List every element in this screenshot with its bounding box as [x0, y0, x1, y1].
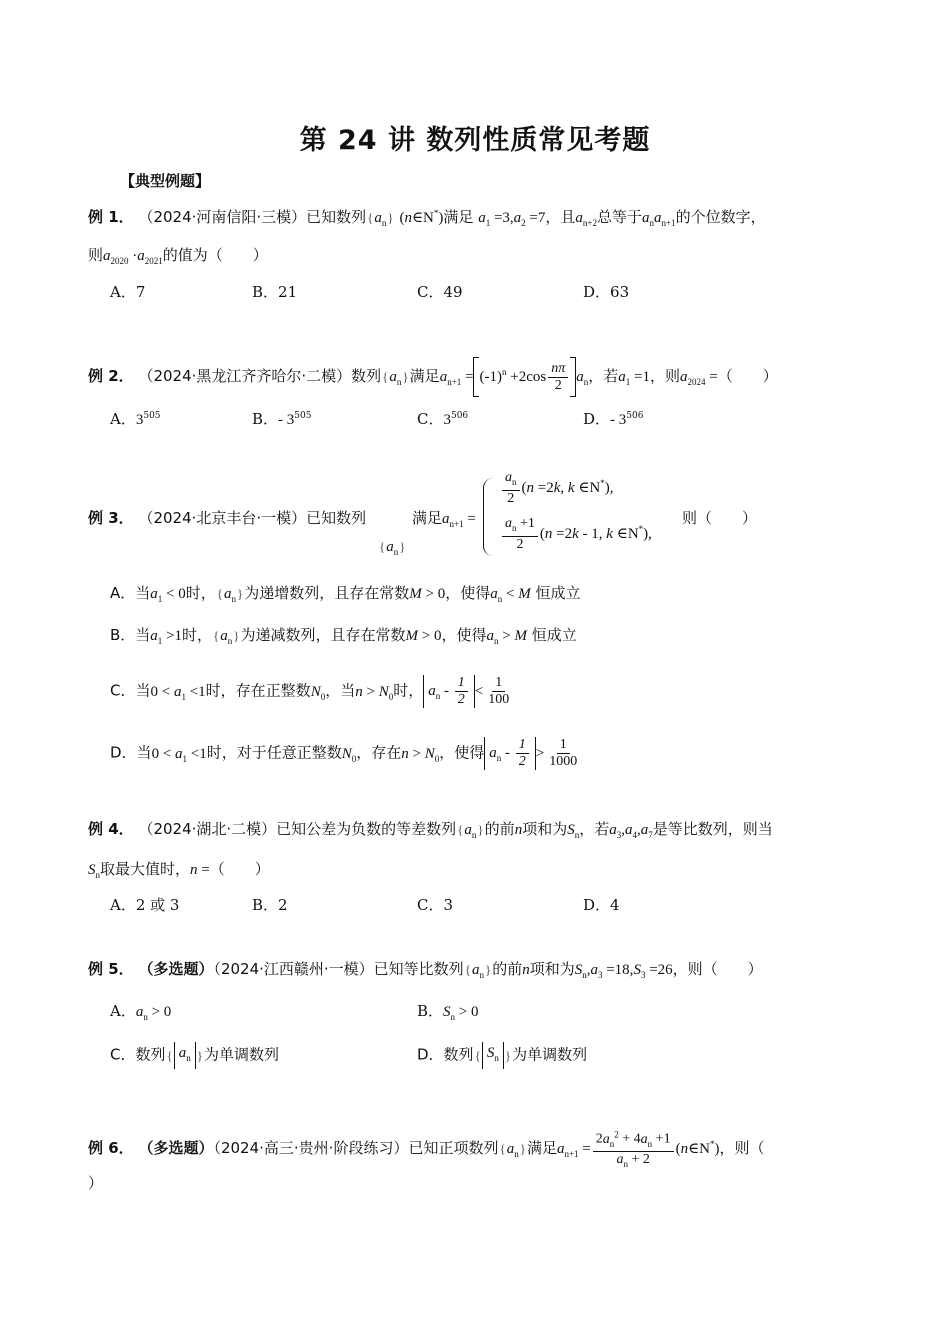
example-1-option-d: D．63 [583, 283, 630, 301]
example-3-condition: 满足$a_{n+1}$ = [412, 509, 476, 529]
example-4-line-2: $S_n$取最大值时，n =（ ） [88, 860, 270, 880]
example-4-option-c: C．3 [417, 896, 454, 914]
example-5-option-d: D．数列{ $S_n$ }为单调数列 [417, 1042, 587, 1069]
example-2-option-a: A．$3^{505}$ [110, 410, 161, 428]
example-1-line-1: 例 1． （2024·河南信阳·三模）已知数列$\{a_n\}$ (n∈N*)满足 $a_1 =3,a_2 =7$，且$a_{n+2}$总等于$a_na_{n+1}$的个位数字， [88, 208, 766, 228]
example-3-option-a: A．当$a_1 < 0$时，$\{a_n\}$为递增数列，且存在常数M > 0，使得$a_n < M$ 恒成立 [110, 584, 581, 604]
example-4-option-b: B．2 [252, 896, 288, 914]
example-2-option-d: D．- $3^{506}$ [583, 410, 644, 428]
example-3-seq-symbol: $\{a_n\}$ [379, 539, 406, 557]
example-4-label: 例 4． [88, 820, 134, 838]
example-3-option-c: C．当$0 < a_1 <1$时，存在正整数$N_0$，当$n > N_0$时， $a_n$ - $\frac{1}{2}$ < $\frac{1}{100}$ [110, 675, 510, 707]
example-5-option-a: A．$a_n > 0$ [110, 1002, 172, 1022]
example-5-label: 例 5． [88, 960, 134, 978]
example-1-line-2: 则$a_{2020} \cdot a_{2021}$的值为（ ） [88, 246, 268, 266]
piecewise-brace [483, 478, 494, 556]
example-3-label: 例 3． [88, 509, 134, 527]
piecewise-case-1: $\frac{a_n}{2}$ (n =2k, k ∈N*), [500, 470, 614, 507]
example-6-line-1: 例 6． （多选题）（2024·高三·贵州·阶段练习）已知正项数列$\{a_n\}$满足$a_{n+1}$ = $\frac{2a_n^2 + 4a_n +1}{a_n + 2}$ (n∈N*)，则（ [88, 1126, 765, 1172]
example-2-label: 例 2． [88, 367, 134, 385]
example-1-option-c: C．49 [417, 283, 463, 301]
example-4-option-a: A．2 或 3 [110, 896, 180, 914]
section-heading: 【典型例题】 [120, 172, 211, 190]
example-5-option-b: B．$S_n > 0$ [417, 1002, 479, 1022]
example-1-option-b: B．21 [252, 283, 298, 301]
example-3-option-b: B．当$a_1 >1$时，$\{a_n\}$为递减数列，且存在常数M > 0，使得$a_n > M$ 恒成立 [110, 626, 577, 646]
example-1-option-a: A．7 [110, 283, 146, 301]
example-6-label: 例 6． [88, 1139, 134, 1158]
example-4-line-1: 例 4． （2024·湖北·二模）已知公差为负数的等差数列$\{a_n\}$的前n项和为$S_n$，若$a_3,a_4,a_7$是等比数列，则当 [88, 820, 773, 840]
example-3-option-d: D．当$0 < a_1 <1$时，对于任意正整数$N_0$，存在$n > N_0$，使得 $a_n$ - $\frac{1}{2}$ > $\frac{1}{1000}$ [110, 737, 578, 769]
example-4-option-d: D．4 [583, 896, 620, 914]
example-5-option-c: C．数列{ $a_n$ }为单调数列 [110, 1042, 279, 1069]
example-3-then: 则（ ） [682, 509, 758, 527]
example-2-line-1: 例 2． （2024·黑龙江齐齐哈尔·二模）数列$\{a_n\}$满足$a_{n+1} = (-1)^n +2\cos$ $\frac{n\pi}{2}$ $a_n$，若$a_1 =1$，则$a_{2024}$ =（ ） [88, 357, 778, 397]
page-title: 第 24 讲 数列性质常见考题 [299, 125, 651, 156]
example-3-line-1: 例 3． （2024·北京丰台·一模）已知数列 [88, 509, 367, 527]
example-6-line-2: ） [88, 1174, 104, 1192]
piecewise-case-2: $\frac{a_n +1}{2}$ (n =2k - 1, k ∈N*), [500, 516, 652, 553]
example-1-label: 例 1． [88, 208, 134, 226]
example-2-option-b: B．- $3^{505}$ [252, 410, 312, 428]
example-5-line-1: 例 5． （多选题）（2024·江西赣州·一模）已知等比数列$\{a_n\}$的前n项和为$S_n,a_3 =18,S_3 =26$，则（ ） [88, 960, 763, 980]
example-2-option-c: C．$3^{506}$ [417, 410, 469, 428]
